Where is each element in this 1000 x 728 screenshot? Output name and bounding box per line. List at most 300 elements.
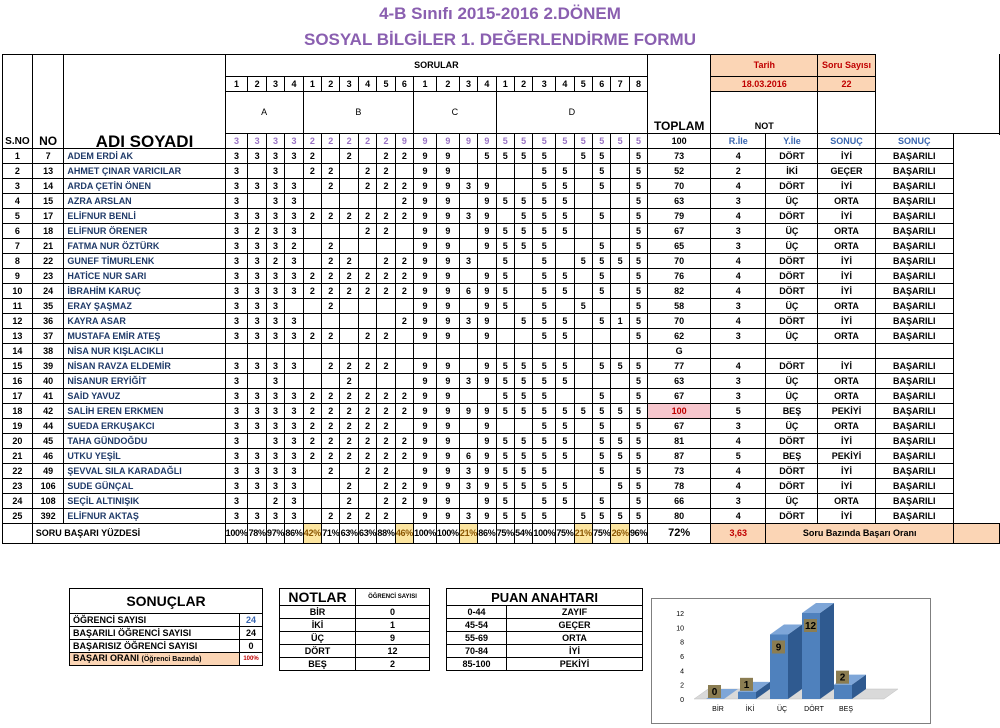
question-score: 5 <box>593 404 611 419</box>
question-score: 9 <box>436 239 459 254</box>
question-score <box>358 494 376 509</box>
question-score: 2 <box>377 209 395 224</box>
result-text: PEKİYİ <box>818 449 875 464</box>
question-score <box>611 209 629 224</box>
question-score: 3 <box>225 254 248 269</box>
result-status: BAŞARILI <box>875 209 953 224</box>
question-score: 2 <box>395 254 413 269</box>
score-label: ORTA <box>507 632 643 645</box>
question-score: 9 <box>436 479 459 494</box>
question-score: 9 <box>478 494 496 509</box>
question-score: 5 <box>533 464 556 479</box>
question-score <box>514 344 532 359</box>
question-score: 5 <box>496 299 514 314</box>
grade-table <box>2 54 1000 544</box>
question-score: 9 <box>414 389 437 404</box>
question-score: 9 <box>478 239 496 254</box>
question-score: 2 <box>340 284 358 299</box>
question-score: 5 <box>629 479 647 494</box>
question-success-pct: 21% <box>574 524 592 544</box>
question-score: 3 <box>459 479 477 494</box>
question-score: 3 <box>248 284 266 299</box>
question-score: 3 <box>285 464 303 479</box>
question-points: 3 <box>285 134 303 149</box>
question-score: 2 <box>377 149 395 164</box>
question-score: 9 <box>436 509 459 524</box>
question-score: 9 <box>478 404 496 419</box>
question-score <box>611 179 629 194</box>
question-score <box>459 164 477 179</box>
question-score: 6 <box>459 449 477 464</box>
question-score <box>611 419 629 434</box>
result-status: BAŞARILI <box>875 509 953 524</box>
result-text: İYİ <box>818 179 875 194</box>
student-no: 22 <box>32 254 64 269</box>
question-points: 9 <box>436 134 459 149</box>
question-score: 2 <box>377 509 395 524</box>
result-status: BAŞARILI <box>875 284 953 299</box>
question-score: 2 <box>322 449 340 464</box>
question-number: 3 <box>266 77 284 92</box>
question-score: 2 <box>303 269 321 284</box>
question-score: 9 <box>414 494 437 509</box>
total-score: 73 <box>648 464 711 479</box>
grade-numeric: 3 <box>711 389 766 404</box>
success-rate-title: BAŞARI ORANI <box>73 653 140 663</box>
question-score: 2 <box>377 329 395 344</box>
question-number: 3 <box>533 77 556 92</box>
grade-numeric: 4 <box>711 209 766 224</box>
question-score: 2 <box>395 389 413 404</box>
result-status: BAŞARILI <box>875 239 953 254</box>
question-score <box>574 164 592 179</box>
total-score: 81 <box>648 434 711 449</box>
question-score: 2 <box>322 509 340 524</box>
student-name: UTKU YEŞİL <box>64 449 225 464</box>
grade-numeric: 4 <box>711 479 766 494</box>
table-row <box>3 269 1000 284</box>
student-no: 37 <box>32 329 64 344</box>
question-success-pct: 100% <box>225 524 248 544</box>
table-row <box>3 149 1000 164</box>
question-score: 5 <box>533 164 556 179</box>
question-score <box>303 179 321 194</box>
grade-numeric: 4 <box>711 284 766 299</box>
y-tick-label: 4 <box>680 668 684 676</box>
grade-numeric: 3 <box>711 419 766 434</box>
x-tick-label: DÖRT <box>804 706 824 713</box>
question-success-pct: 63% <box>358 524 376 544</box>
question-score <box>322 344 340 359</box>
student-name: ERAY ŞAŞMAZ <box>64 299 225 314</box>
question-score <box>303 479 321 494</box>
question-score: 5 <box>629 359 647 374</box>
question-points: 9 <box>459 134 477 149</box>
question-score: 3 <box>225 329 248 344</box>
question-score: 2 <box>377 479 395 494</box>
student-no: 106 <box>32 479 64 494</box>
question-score <box>395 509 413 524</box>
grade-count: 0 <box>356 606 430 619</box>
question-score: 3 <box>285 224 303 239</box>
student-no: 24 <box>32 284 64 299</box>
total-score: 67 <box>648 389 711 404</box>
grade-label: DÖRT <box>280 645 356 658</box>
question-score: 5 <box>629 329 647 344</box>
question-score: 5 <box>574 254 592 269</box>
question-score: 9 <box>478 329 496 344</box>
date-label: Tarih <box>711 55 818 77</box>
student-no: 46 <box>32 449 64 464</box>
question-score: 9 <box>414 224 437 239</box>
question-score: 9 <box>436 179 459 194</box>
result-status: BAŞARILI <box>875 434 953 449</box>
grade-count: 1 <box>356 619 430 632</box>
question-score <box>395 464 413 479</box>
result-status: BAŞARILI <box>875 359 953 374</box>
question-score <box>459 239 477 254</box>
question-score: 5 <box>496 269 514 284</box>
question-score: 2 <box>303 164 321 179</box>
question-score: 5 <box>593 449 611 464</box>
question-score <box>322 494 340 509</box>
grade-text: ÜÇ <box>766 494 818 509</box>
question-score: 9 <box>436 329 459 344</box>
question-score: 9 <box>478 509 496 524</box>
result-status: BAŞARILI <box>875 254 953 269</box>
question-score <box>303 494 321 509</box>
question-score: 5 <box>496 479 514 494</box>
question-score: 5 <box>496 449 514 464</box>
question-score: 2 <box>377 179 395 194</box>
question-success-pct: 26% <box>611 524 629 544</box>
result-status: BAŞARILI <box>875 404 953 419</box>
result-text: ORTA <box>818 299 875 314</box>
question-score <box>514 419 532 434</box>
question-number: 4 <box>285 77 303 92</box>
question-score: 9 <box>436 149 459 164</box>
question-score: 3 <box>285 509 303 524</box>
name-header: ADI SOYADI <box>64 55 225 149</box>
question-score: 3 <box>225 449 248 464</box>
result-text: İYİ <box>818 269 875 284</box>
grade-text: ÜÇ <box>766 224 818 239</box>
student-name: HATİCE NUR SARI <box>64 269 225 284</box>
question-score: 3 <box>459 314 477 329</box>
question-score: 5 <box>556 194 574 209</box>
question-score: 3 <box>225 419 248 434</box>
question-score: 5 <box>533 224 556 239</box>
question-score: 5 <box>514 434 532 449</box>
question-number: 6 <box>395 77 413 92</box>
question-score <box>593 344 611 359</box>
passed-count-label: BAŞARILI ÖĞRENCİ SAYISI <box>70 627 240 640</box>
grade-numeric-header: R.İle <box>711 134 766 149</box>
question-score <box>574 179 592 194</box>
student-no: 36 <box>32 314 64 329</box>
question-points: 3 <box>266 134 284 149</box>
question-score: 9 <box>478 209 496 224</box>
student-no: 17 <box>32 209 64 224</box>
question-score <box>574 419 592 434</box>
question-score: 9 <box>436 464 459 479</box>
table-row <box>3 299 1000 314</box>
question-score: 3 <box>285 194 303 209</box>
question-score: 5 <box>496 254 514 269</box>
total-score: 63 <box>648 374 711 389</box>
row-sno: 24 <box>3 494 33 509</box>
grade-numeric: 4 <box>711 269 766 284</box>
question-score <box>414 344 437 359</box>
grade-text <box>766 344 818 359</box>
question-number: 2 <box>436 77 459 92</box>
question-score: 3 <box>266 299 284 314</box>
question-score <box>395 164 413 179</box>
question-score: 3 <box>266 329 284 344</box>
question-score: 5 <box>629 434 647 449</box>
question-score: 2 <box>303 449 321 464</box>
question-score: 2 <box>358 269 376 284</box>
chart-bar-side <box>788 625 802 700</box>
question-score: 5 <box>629 164 647 179</box>
question-success-pct: 21% <box>459 524 477 544</box>
question-score: 3 <box>225 464 248 479</box>
question-score: 3 <box>285 494 303 509</box>
question-points: 2 <box>303 134 321 149</box>
question-score: 3 <box>225 494 248 509</box>
question-score: 3 <box>459 209 477 224</box>
result-text: ORTA <box>818 329 875 344</box>
question-score <box>395 329 413 344</box>
student-no: 41 <box>32 389 64 404</box>
question-number: 2 <box>248 77 266 92</box>
student-no: 44 <box>32 419 64 434</box>
grade-numeric: 4 <box>711 434 766 449</box>
question-score <box>478 344 496 359</box>
row-sno: 7 <box>3 239 33 254</box>
result-text: ORTA <box>818 194 875 209</box>
question-score: 5 <box>593 464 611 479</box>
result-status: BAŞARILI <box>875 269 953 284</box>
student-name: ELİFNUR BENLİ <box>64 209 225 224</box>
question-score: 5 <box>514 449 532 464</box>
question-count-label: Soru Sayısı <box>818 55 875 77</box>
student-no: 49 <box>32 464 64 479</box>
question-score: 5 <box>496 284 514 299</box>
total-score: G <box>648 344 711 359</box>
question-score: 5 <box>496 464 514 479</box>
result-text: İYİ <box>818 479 875 494</box>
student-no: 15 <box>32 194 64 209</box>
result-status: BAŞARILI <box>875 479 953 494</box>
question-score: 3 <box>225 389 248 404</box>
table-row <box>3 449 1000 464</box>
question-score: 5 <box>533 254 556 269</box>
question-number: 3 <box>459 77 477 92</box>
data-label: 9 <box>775 642 782 654</box>
question-score: 3 <box>285 254 303 269</box>
grade-text: ÜÇ <box>766 374 818 389</box>
result-text: ORTA <box>818 389 875 404</box>
blank-header <box>875 55 999 134</box>
question-score: 2 <box>395 179 413 194</box>
question-score <box>340 299 358 314</box>
total-score: 73 <box>648 149 711 164</box>
question-score: 5 <box>533 209 556 224</box>
result-text: İYİ <box>818 464 875 479</box>
question-score <box>514 269 532 284</box>
question-score <box>574 209 592 224</box>
question-score: 3 <box>266 404 284 419</box>
question-score: 5 <box>593 284 611 299</box>
result-status: BAŞARILI <box>875 494 953 509</box>
row-sno: 14 <box>3 344 33 359</box>
total-score: 78 <box>648 479 711 494</box>
question-score: 2 <box>358 509 376 524</box>
question-score <box>340 164 358 179</box>
question-score <box>358 374 376 389</box>
question-score: 5 <box>533 509 556 524</box>
row-sno: 11 <box>3 299 33 314</box>
question-score <box>593 194 611 209</box>
date-value: 18.03.2016 <box>711 77 818 92</box>
question-score <box>574 284 592 299</box>
question-score: 9 <box>414 449 437 464</box>
question-score: 2 <box>377 284 395 299</box>
grade-numeric: 3 <box>711 239 766 254</box>
y-tick-label: 8 <box>680 639 684 647</box>
student-no: 21 <box>32 239 64 254</box>
question-score: 2 <box>303 209 321 224</box>
question-score: 9 <box>414 329 437 344</box>
question-score: 5 <box>514 224 532 239</box>
question-score: 3 <box>248 329 266 344</box>
question-points: 5 <box>629 134 647 149</box>
question-score <box>285 374 303 389</box>
question-score <box>303 299 321 314</box>
question-score <box>478 389 496 404</box>
question-score: 2 <box>322 359 340 374</box>
question-score <box>322 314 340 329</box>
question-score <box>514 494 532 509</box>
student-name: NİSANUR ERYİĞİT <box>64 374 225 389</box>
question-score: 5 <box>593 494 611 509</box>
question-score: 9 <box>478 479 496 494</box>
y-tick-label: 12 <box>676 611 684 618</box>
question-score: 9 <box>436 404 459 419</box>
question-score: 2 <box>377 224 395 239</box>
question-score: 2 <box>322 254 340 269</box>
question-score <box>459 419 477 434</box>
success-rate-label <box>70 653 240 666</box>
question-score: 9 <box>414 434 437 449</box>
question-score: 3 <box>225 314 248 329</box>
question-score: 3 <box>459 464 477 479</box>
question-score: 5 <box>533 239 556 254</box>
chart-bar-side <box>820 603 834 699</box>
question-score: 5 <box>533 269 556 284</box>
result-status: BAŞARILI <box>875 464 953 479</box>
grade-label: İKİ <box>280 619 356 632</box>
question-score <box>303 314 321 329</box>
question-score: 2 <box>340 359 358 374</box>
question-score: 5 <box>533 179 556 194</box>
question-points: 3 <box>248 134 266 149</box>
question-score: 5 <box>556 164 574 179</box>
question-score <box>459 329 477 344</box>
question-points: 9 <box>414 134 437 149</box>
grade-text: BEŞ <box>766 449 818 464</box>
question-score: 9 <box>436 449 459 464</box>
row-sno: 4 <box>3 194 33 209</box>
result-text: GEÇER <box>818 164 875 179</box>
question-score: 5 <box>556 359 574 374</box>
question-score: 3 <box>248 209 266 224</box>
question-score: 2 <box>395 404 413 419</box>
question-number: 3 <box>340 77 358 92</box>
question-score: 3 <box>266 179 284 194</box>
question-points: 2 <box>358 134 376 149</box>
question-points: 3 <box>225 134 248 149</box>
question-score <box>459 494 477 509</box>
question-score <box>593 479 611 494</box>
score-range: 45-54 <box>447 619 507 632</box>
question-score: 3 <box>459 509 477 524</box>
question-success-pct: 78% <box>248 524 266 544</box>
average-label: Soru Bazında Başarı Oranı <box>766 524 954 544</box>
question-score: 9 <box>414 299 437 314</box>
question-score <box>574 224 592 239</box>
question-score <box>303 194 321 209</box>
question-score <box>377 239 395 254</box>
question-score <box>358 314 376 329</box>
question-score <box>459 434 477 449</box>
question-score: 5 <box>593 254 611 269</box>
question-score <box>322 149 340 164</box>
question-score: 9 <box>436 209 459 224</box>
question-score: 3 <box>285 149 303 164</box>
grade-numeric: 4 <box>711 149 766 164</box>
grade-text: ÜÇ <box>766 299 818 314</box>
group-a: A <box>225 92 303 134</box>
question-number: 8 <box>629 77 647 92</box>
row-sno: 23 <box>3 479 33 494</box>
question-score <box>248 434 266 449</box>
question-score <box>574 464 592 479</box>
question-score <box>496 314 514 329</box>
question-score: 5 <box>514 464 532 479</box>
student-no: 18 <box>32 224 64 239</box>
question-score: 5 <box>629 149 647 164</box>
question-score <box>514 254 532 269</box>
question-score: 3 <box>225 239 248 254</box>
question-score <box>496 344 514 359</box>
average-grade: 3,63 <box>711 524 766 544</box>
score-label: İYİ <box>507 645 643 658</box>
result-status: BAŞARILI <box>875 224 953 239</box>
question-score: 5 <box>514 149 532 164</box>
question-score: 3 <box>266 359 284 374</box>
question-score <box>303 374 321 389</box>
total-score: 67 <box>648 224 711 239</box>
question-score: 9 <box>414 179 437 194</box>
question-score: 2 <box>358 434 376 449</box>
question-score: 9 <box>414 269 437 284</box>
grades-count-header: ÖĞRENCİ SAYISI <box>356 589 430 606</box>
question-score: 3 <box>225 224 248 239</box>
row-sno: 22 <box>3 464 33 479</box>
question-score: 9 <box>478 194 496 209</box>
